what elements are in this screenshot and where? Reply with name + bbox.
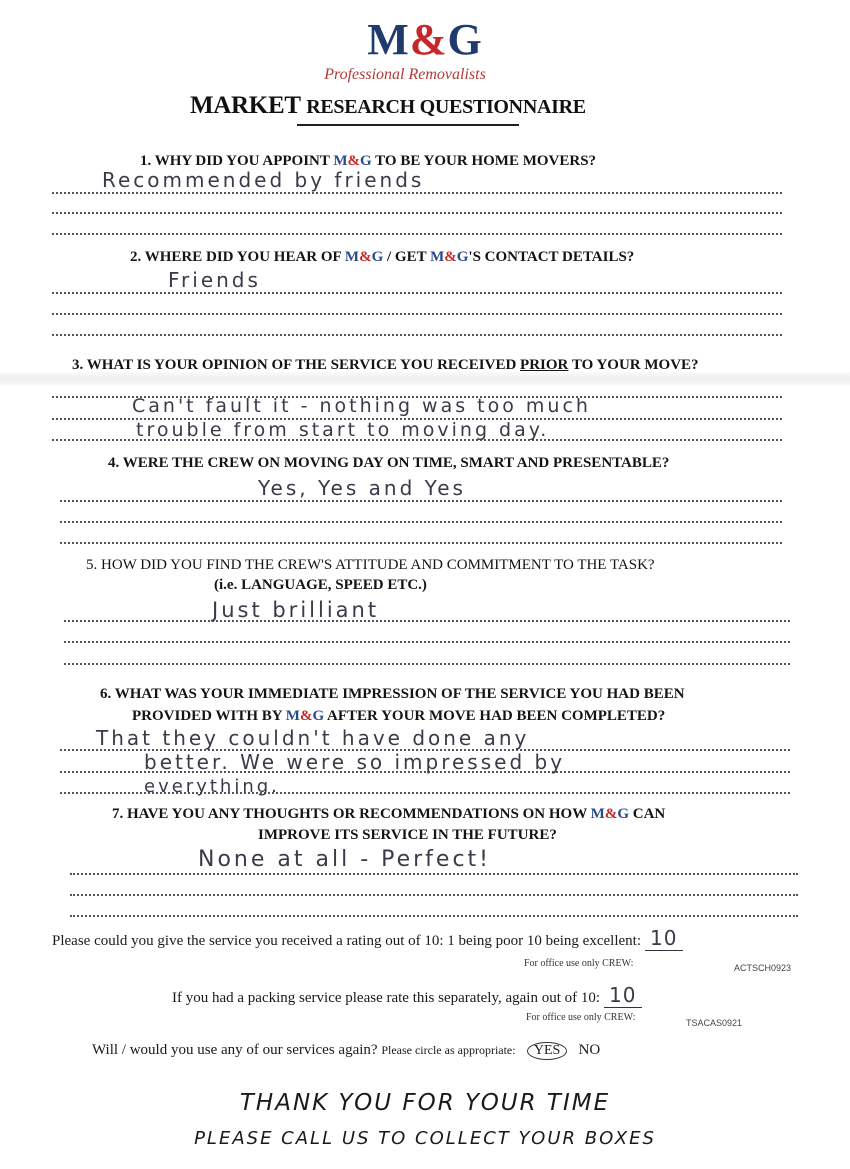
logo-ampersand: &: [409, 15, 448, 64]
question-7-line-2: IMPROVE ITS SERVICE IN THE FUTURE?: [258, 827, 557, 843]
answer-line: [64, 641, 790, 643]
office-use-label-2: For office use only CREW:: [526, 1012, 636, 1023]
company-tagline: Professional Removalists: [324, 66, 486, 83]
answer-6-line-2: better. We were so impressed by: [144, 750, 566, 774]
answer-3-line-1: Can't fault it - nothing was too much: [132, 395, 591, 417]
answer-line: [52, 233, 782, 235]
answer-line: [70, 915, 798, 917]
use-again-label: Will / would you use any of our services again?: [92, 1042, 378, 1058]
answer-line: [70, 873, 798, 875]
office-use-label-1: For office use only CREW:: [524, 958, 634, 969]
question-6: 6. WHAT WAS YOUR IMMEDIATE IMPRESSION OF THE SERVICE YOU HAD BEEN: [100, 686, 685, 702]
answer-6-line-1: That they couldn't have done any: [96, 726, 530, 750]
question-3: 3. WHAT IS YOUR OPINION OF THE SERVICE YOU RECEIVED PRIOR TO YOUR MOVE?: [72, 357, 699, 373]
question-4: 4. WERE THE CREW ON MOVING DAY ON TIME, SMART AND PRESENTABLE?: [108, 455, 670, 471]
answer-4-line-1: Yes, Yes and Yes: [258, 476, 466, 500]
use-again-hint: Please circle as appropriate:: [381, 1043, 516, 1057]
answer-5-line-1: Just brilliant: [212, 598, 380, 622]
answer-3-line-2: trouble from start to moving day.: [136, 419, 550, 441]
page-title: MARKET RESEARCH QUESTIONNAIRE: [190, 92, 586, 119]
logo-m: M: [367, 15, 410, 64]
paper-fold: [0, 372, 850, 386]
answer-1-line-1: Recommended by friends: [102, 168, 425, 192]
answer-line: [52, 292, 782, 294]
office-code-2: TSACAS0921: [686, 1018, 743, 1028]
answer-line: [52, 212, 782, 214]
use-again-row: [92, 1042, 600, 1060]
packing-rating-value: 10: [604, 987, 642, 1008]
office-code-1: ACTSCH0923: [734, 963, 792, 973]
service-rating-value: 10: [645, 930, 683, 951]
answer-line: [60, 542, 782, 544]
question-1: 1. WHY DID YOU APPOINT M&G TO BE YOUR HOME MOVERS?: [140, 153, 597, 169]
answer-6-line-3: everything.: [144, 776, 280, 797]
service-rating-label: Please could you give the service you received a rating out of 10: 1 being poor 10 being excellent:: [52, 933, 641, 949]
question-7: 7. HAVE YOU ANY THOUGHTS OR RECOMMENDATIONS ON HOW M&G CAN: [112, 806, 666, 822]
answer-line: [52, 192, 782, 194]
title-underline: [297, 124, 519, 126]
collect-boxes-message: PLEASE CALL US TO COLLECT YOUR BOXES: [194, 1128, 656, 1149]
company-logo: [0, 16, 850, 64]
answer-line: [52, 334, 782, 336]
thank-you-message: THANK YOU FOR YOUR TIME: [239, 1090, 611, 1116]
question-6-line-2: PROVIDED WITH BY M&G AFTER YOUR MOVE HAD BEEN COMPLETED?: [132, 708, 666, 724]
answer-line: [64, 663, 790, 665]
answer-line: [64, 620, 790, 622]
answer-2-line-1: Friends: [168, 268, 261, 292]
packing-rating-row: [172, 983, 642, 1008]
no-option[interactable]: NO: [578, 1042, 601, 1058]
question-5: 5. HOW DID YOU FIND THE CREW'S ATTITUDE AND COMMITMENT TO THE TASK?: [86, 557, 655, 573]
brand-inline: M&G: [333, 153, 372, 169]
answer-line: [60, 521, 782, 523]
question-5-subtext: (i.e. LANGUAGE, SPEED ETC.): [214, 577, 427, 593]
answer-line: [52, 313, 782, 315]
answer-line: [60, 500, 782, 502]
logo-g: G: [447, 15, 483, 64]
packing-rating-label: If you had a packing service please rate this separately, again out of 10:: [172, 990, 601, 1006]
answer-7-line-1: None at all - Perfect!: [198, 847, 492, 872]
service-rating-row: [52, 926, 683, 951]
yes-option[interactable]: YES: [527, 1042, 567, 1060]
answer-line: [70, 894, 798, 896]
question-2: 2. WHERE DID YOU HEAR OF M&G / GET M&G'S CONTACT DETAILS?: [130, 249, 635, 265]
